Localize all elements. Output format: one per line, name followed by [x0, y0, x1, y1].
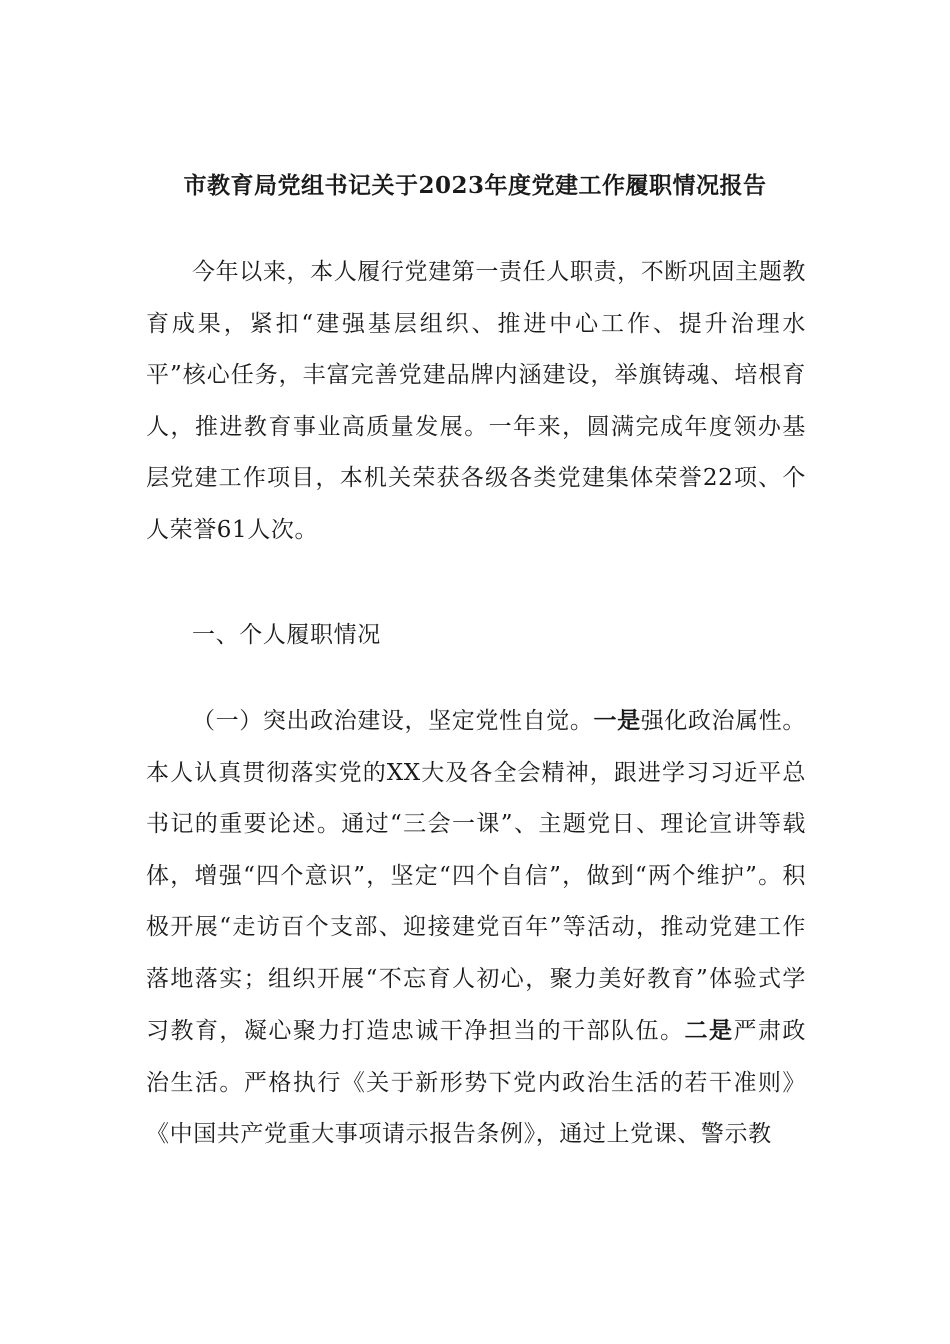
intro-paragraph: 今年以来，本人履行党建第一责任人职责，不断巩固主题教育成果，紧扣“建强基层组织、推进中心工作、提升治理水平”核心任务，丰富完善党建品牌内涵建设，举旗铸魂、培根育人，推进教育事业高质量发展。一年来，圆满完成年度领办基层党建工作项目，本机关荣获各级各类党建集体荣誉22项、个人荣誉61人次。	[146, 259, 806, 543]
subsection-lead: （一）突出政治建设，坚定党性自觉。	[192, 708, 594, 734]
point-marker-second: 二是	[684, 1017, 734, 1044]
point-marker-first: 一是	[593, 707, 641, 734]
point-text-first: 强化政治属性。本人认真贯彻落实党的XX大及各全会精神，跟进学习习近平总书记的重要论述。通过“三会一课”、主题党日、理论宣讲等载体，增强“四个意识”，坚定“四个自信”，做到“两个维护”。积极开展“走访百个支部、迎接建党百年”等活动，推动党建工作落地落实；组织开展“不忘育人初心，聚力美好教育”体验式学习教育，凝心聚力打造忠诚干净担当的干部队伍。	[146, 708, 806, 1044]
section-heading-personal-duties: 一、个人履职情况	[192, 622, 381, 648]
point-text-second: 严肃政治生活。严格执行《关于新形势下党内政治生活的若干准则》《中国共产党重大事项请示报告条例》，通过上党课、警示教	[146, 1018, 806, 1147]
section1-paragraph	[146, 695, 806, 1161]
document-title: 市教育局党组书记关于2023年度党建工作履职情况报告	[183, 172, 767, 199]
